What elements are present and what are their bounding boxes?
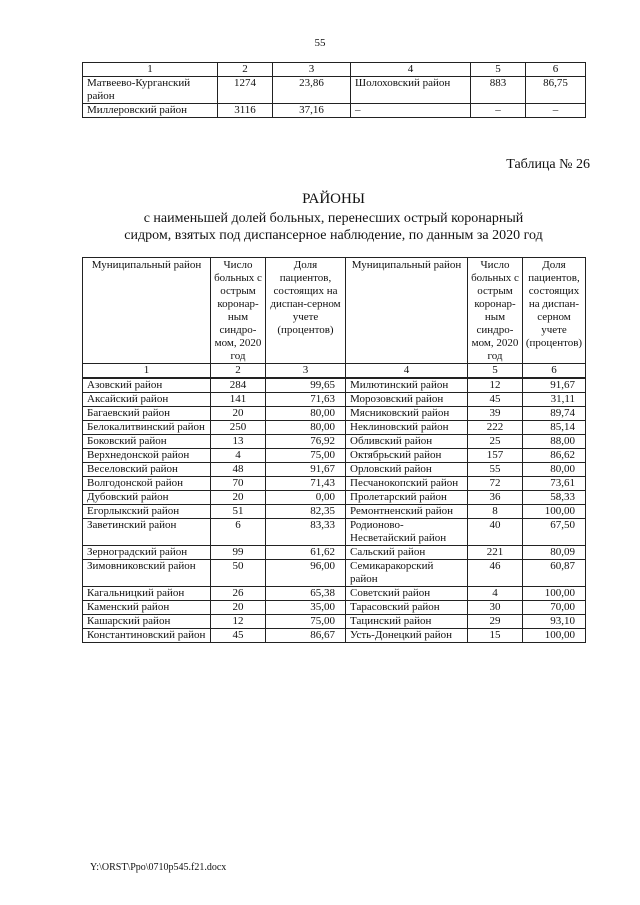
share-percent: 61,62 [266,546,346,560]
table-row [83,505,586,519]
share-percent: 86,67 [266,629,346,643]
share-percent: 60,87 [523,560,586,587]
district-name: Неклиновский район [346,421,468,435]
district-name: Родионово-Несветайский район [346,519,468,546]
col-number: 3 [273,63,351,77]
share-percent: 65,38 [266,587,346,601]
patient-count: 13 [211,435,266,449]
share-percent: 89,74 [523,407,586,421]
table-row [83,519,586,546]
district-name: Белокалитвинский район [83,421,211,435]
share-percent: 91,67 [266,463,346,477]
share-percent: 23,86 [273,77,351,104]
patient-count: 46 [468,560,523,587]
continuation-table [82,62,586,118]
page-number: 55 [314,37,326,49]
share-percent: 73,61 [523,477,586,491]
district-name: Пролетарский район [346,491,468,505]
patient-count: 99 [211,546,266,560]
share-percent: 100,00 [523,629,586,643]
patient-count: 70 [211,477,266,491]
patient-count: 20 [211,491,266,505]
share-percent: 80,00 [266,407,346,421]
patient-count: 4 [468,587,523,601]
header-row [83,258,586,364]
patient-count: 20 [211,407,266,421]
patient-count: 3116 [218,104,273,118]
patient-count: 39 [468,407,523,421]
share-percent: 86,75 [526,77,586,104]
patient-count: 20 [211,601,266,615]
patient-count: 12 [468,378,523,393]
share-percent: 88,00 [523,435,586,449]
districts-table [82,257,586,643]
district-name: Каменский район [83,601,211,615]
share-percent: 100,00 [523,587,586,601]
col-number: 2 [218,63,273,77]
continuation-header-row [83,63,586,77]
district-name: Константиновский район [83,629,211,643]
patient-count: 157 [468,449,523,463]
patient-count: 222 [468,421,523,435]
share-percent: – [526,104,586,118]
district-name: Тацинский район [346,615,468,629]
header-share: Доля пациентов, состоящих на диспан-серном учете (процентов) [523,258,586,364]
share-percent: 37,16 [273,104,351,118]
patient-count: 141 [211,393,266,407]
file-path-footer: Y:\ORST\Ppo\0710p545.f21.docx [90,862,227,873]
district-name: Верхнедонской район [83,449,211,463]
share-percent: 100,00 [523,505,586,519]
patient-count: 4 [211,449,266,463]
district-name: Тарасовский район [346,601,468,615]
share-percent: 71,43 [266,477,346,491]
patient-count: 12 [211,615,266,629]
district-name: Дубовский район [83,491,211,505]
col-number: 4 [351,63,471,77]
district-name: Милютинский район [346,378,468,393]
patient-count: 883 [471,77,526,104]
table-row [83,104,586,118]
patient-count: 6 [211,519,266,546]
patient-count: 25 [468,435,523,449]
share-percent: 96,00 [266,560,346,587]
column-number-row [83,364,586,379]
table-row [83,491,586,505]
patient-count: 30 [468,601,523,615]
patient-count: 51 [211,505,266,519]
table-row [83,601,586,615]
district-name: Песчанокопский район [346,477,468,491]
district-name: Советский район [346,587,468,601]
table-subtitle [82,210,585,244]
table-row [83,477,586,491]
share-percent: 82,35 [266,505,346,519]
patient-count: 221 [468,546,523,560]
district-name: Зерноградский район [83,546,211,560]
table-title: РАЙОНЫ [302,191,365,207]
district-name: Азовский район [83,378,211,393]
table-row [83,449,586,463]
district-name: Орловский район [346,463,468,477]
patient-count: 36 [468,491,523,505]
share-percent: 80,00 [523,463,586,477]
district-name: Кагальницкий район [83,587,211,601]
share-percent: 71,63 [266,393,346,407]
district-name: Боковский район [83,435,211,449]
subtitle-line: сидром, взятых под диспансерное наблюдение, по данным за 2020 год [124,228,543,243]
share-percent: 58,33 [523,491,586,505]
district-name: Октябрьский район [346,449,468,463]
district-name: Обливский район [346,435,468,449]
district-name: Семикаракорский район [346,560,468,587]
district-name: Шолоховский район [351,77,471,104]
share-percent: 70,00 [523,601,586,615]
share-percent: 93,10 [523,615,586,629]
share-percent: 91,67 [523,378,586,393]
table-row [83,615,586,629]
table-row [83,378,586,393]
col-number: 1 [83,63,218,77]
col-number: 6 [523,364,586,379]
district-name: Аксайский район [83,393,211,407]
district-name: Морозовский район [346,393,468,407]
subtitle-line: с наименьшей долей больных, перенесших острый коронарный [143,211,524,226]
patient-count: 26 [211,587,266,601]
table-row [83,435,586,449]
table-row [83,463,586,477]
header-patients: Число больных с острым коронар-ным синдро-мом, 2020 год [468,258,523,364]
table-caption: Таблица № 26 [506,157,590,172]
district-name: Багаевский район [83,407,211,421]
share-percent: 85,14 [523,421,586,435]
share-percent: 67,50 [523,519,586,546]
share-percent: 75,00 [266,449,346,463]
patient-count: 50 [211,560,266,587]
col-number: 4 [346,364,468,379]
patient-count: 1274 [218,77,273,104]
table-row [83,407,586,421]
header-share: Доля пациентов, состоящих на диспан-серном учете (процентов) [266,258,346,364]
header-district: Муниципальный район [83,258,211,364]
patient-count: 45 [468,393,523,407]
share-percent: 35,00 [266,601,346,615]
table-row [83,546,586,560]
patient-count: 15 [468,629,523,643]
share-percent: 75,00 [266,615,346,629]
patient-count: 29 [468,615,523,629]
district-name: Мясниковский район [346,407,468,421]
district-name: Сальский район [346,546,468,560]
col-number: 1 [83,364,211,379]
share-percent: 80,00 [266,421,346,435]
share-percent: 31,11 [523,393,586,407]
table-row [83,77,586,104]
district-name: Усть-Донецкий район [346,629,468,643]
district-name: Миллеровский район [83,104,218,118]
share-percent: 86,62 [523,449,586,463]
share-percent: 0,00 [266,491,346,505]
col-number: 2 [211,364,266,379]
table-row [83,393,586,407]
col-number: 3 [266,364,346,379]
district-name: Волгодонской район [83,477,211,491]
district-name: Кашарский район [83,615,211,629]
patient-count: 40 [468,519,523,546]
patient-count: 48 [211,463,266,477]
patient-count: 250 [211,421,266,435]
district-name: Матвеево-Курганский район [83,77,218,104]
patient-count: 45 [211,629,266,643]
district-name: Веселовский район [83,463,211,477]
patient-count: 284 [211,378,266,393]
district-name: – [351,104,471,118]
district-name: Заветинский район [83,519,211,546]
share-percent: 80,09 [523,546,586,560]
patient-count: – [471,104,526,118]
table-row [83,587,586,601]
header-district: Муниципальный район [346,258,468,364]
district-name: Ремонтненский район [346,505,468,519]
patient-count: 55 [468,463,523,477]
table-row [83,560,586,587]
patient-count: 8 [468,505,523,519]
patient-count: 72 [468,477,523,491]
share-percent: 83,33 [266,519,346,546]
table-row [83,629,586,643]
header-patients: Число больных с острым коронар-ным синдро-мом, 2020 год [211,258,266,364]
table-row [83,421,586,435]
district-name: Зимовниковский район [83,560,211,587]
district-name: Егорлыкский район [83,505,211,519]
col-number: 6 [526,63,586,77]
col-number: 5 [471,63,526,77]
share-percent: 76,92 [266,435,346,449]
col-number: 5 [468,364,523,379]
share-percent: 99,65 [266,378,346,393]
